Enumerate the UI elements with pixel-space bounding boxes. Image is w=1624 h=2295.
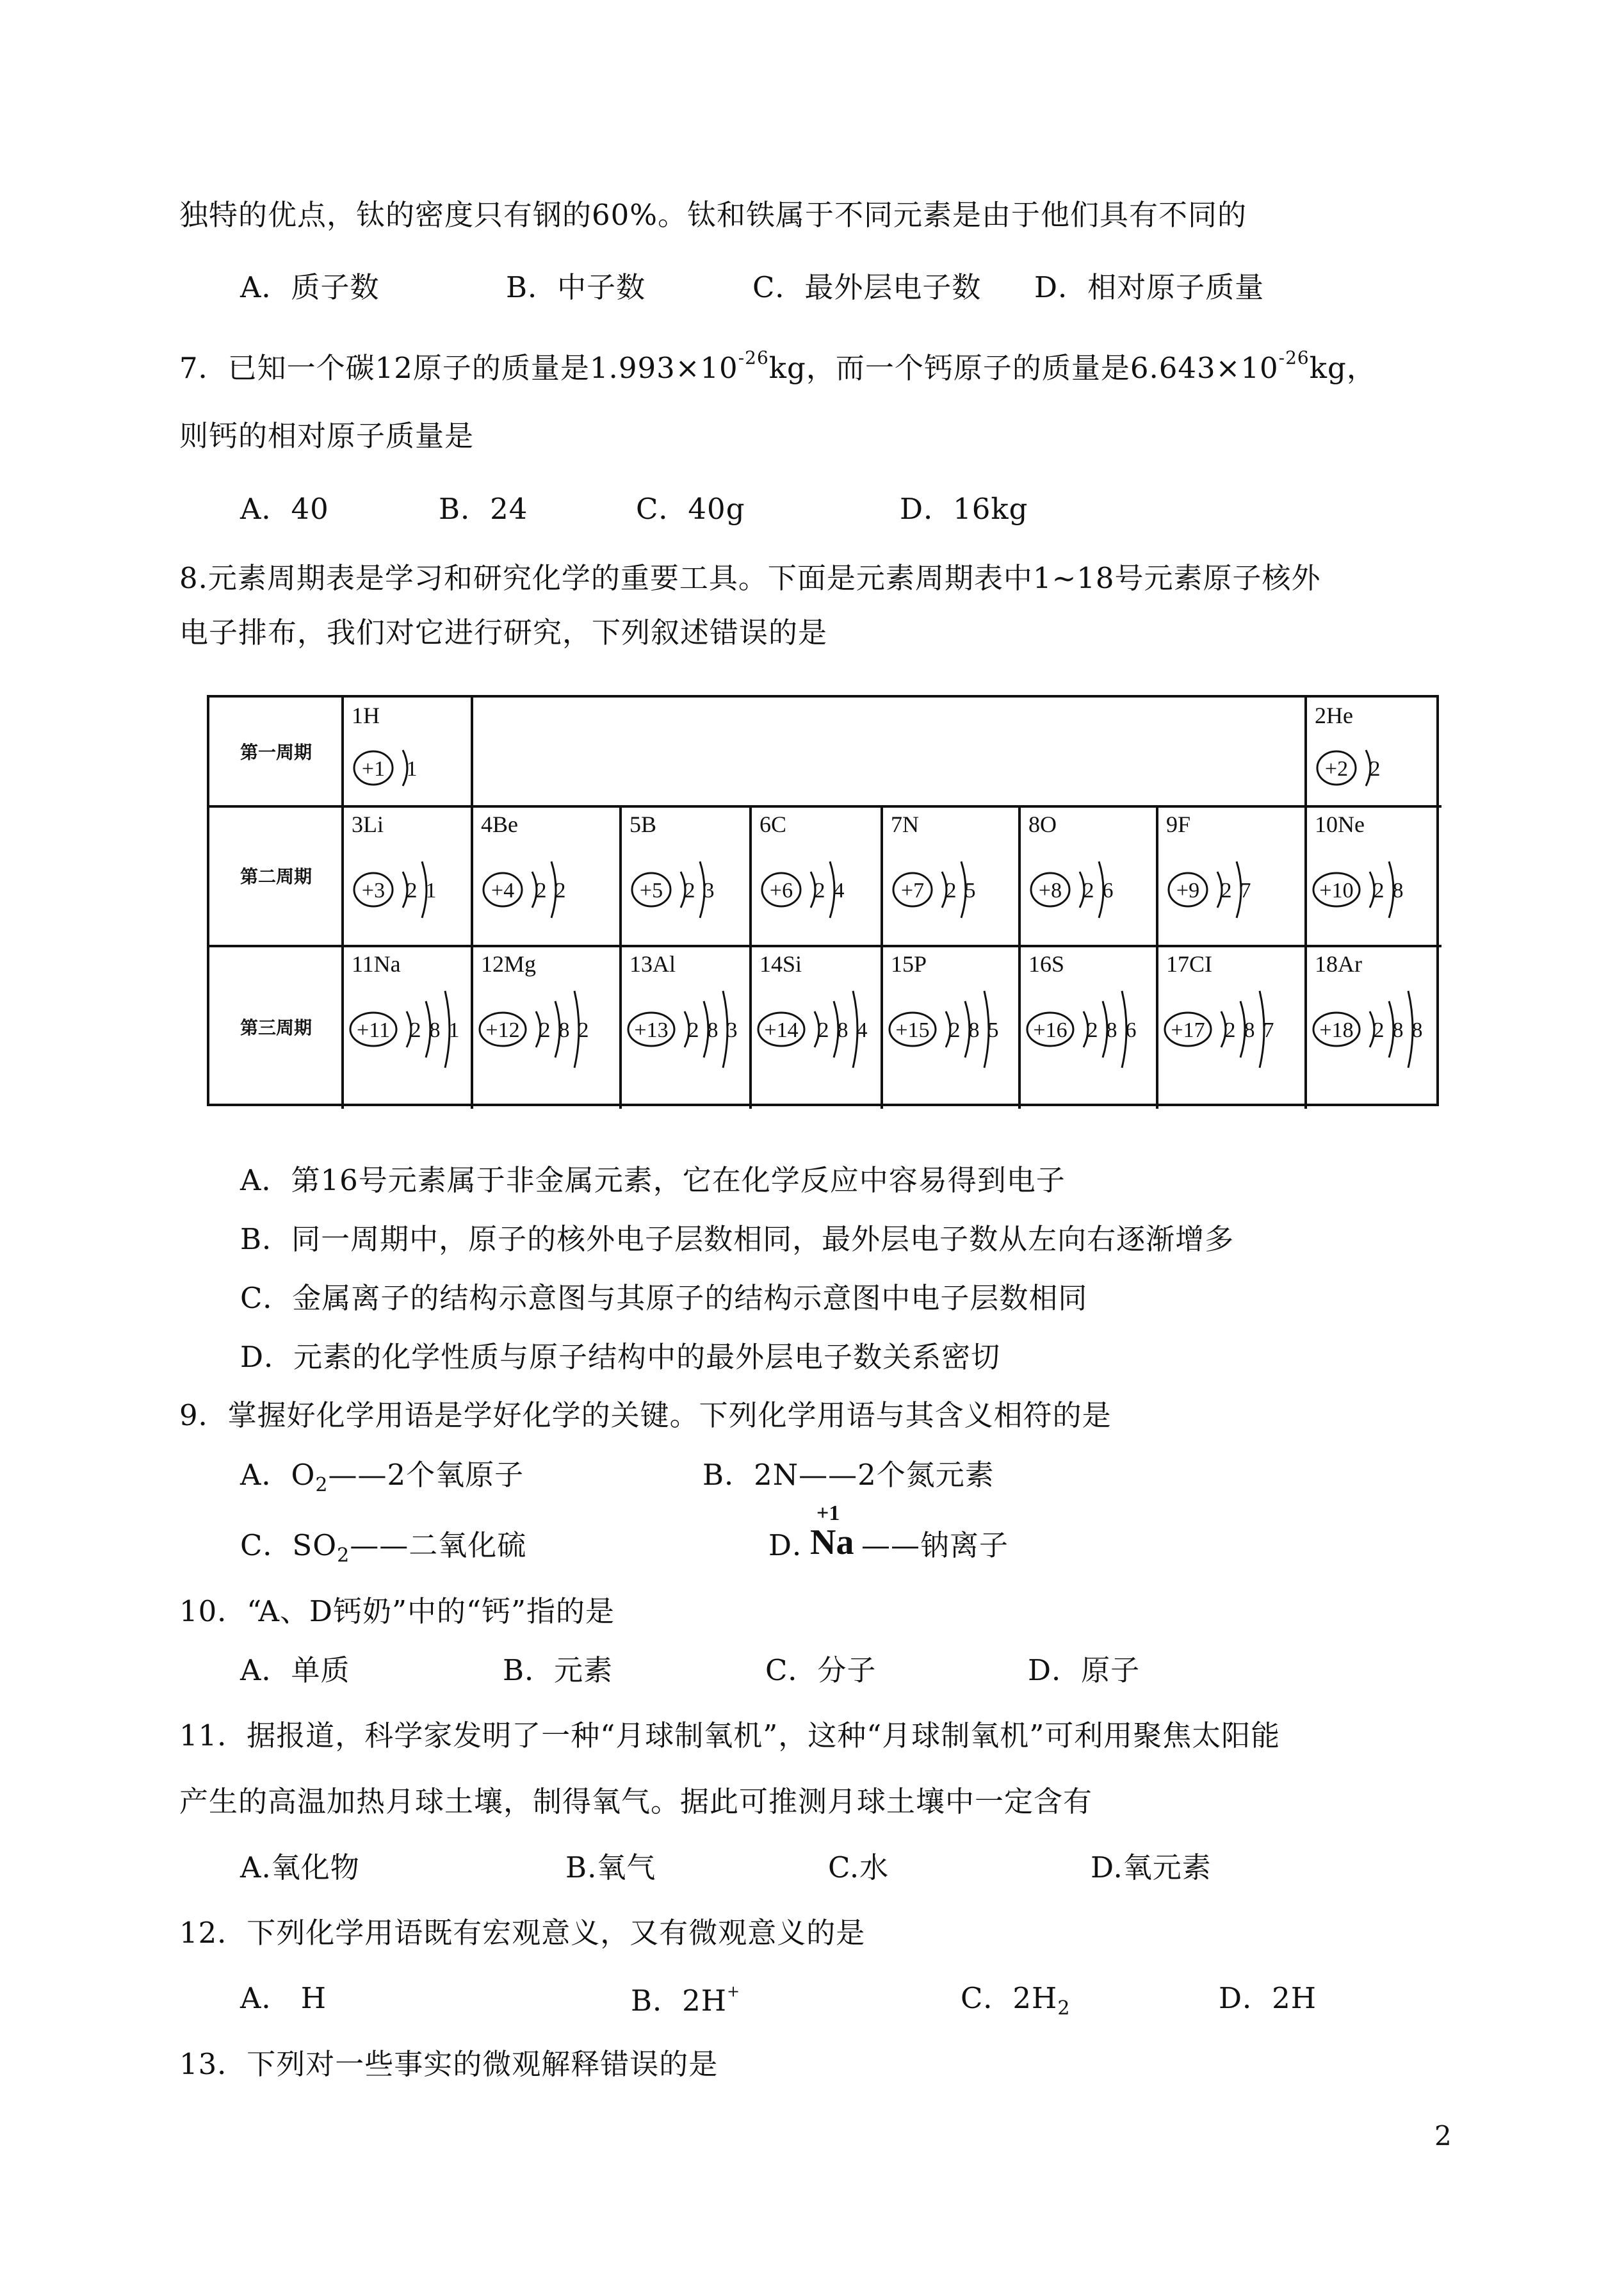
q9-option-a bbox=[240, 1460, 524, 1495]
nucleus-charge: +16 bbox=[1033, 1018, 1068, 1042]
q12-option-b-pre: B．2H bbox=[631, 1984, 727, 2018]
q11-stem-2: 产生的高温加热月球土壤，制得氧气。据此可推测月球土壤中一定含有 bbox=[179, 1785, 1093, 1818]
q9-option-a-pre: A．O bbox=[240, 1458, 316, 1492]
table-blank-area bbox=[473, 698, 1304, 805]
q7-option-a: A．40 bbox=[240, 492, 329, 526]
q10-option-d: D．原子 bbox=[1028, 1653, 1141, 1687]
element-label: 8O bbox=[1028, 812, 1057, 837]
shell-electron-count: 8 bbox=[1244, 1018, 1255, 1042]
shell-electron-count: 2 bbox=[1087, 1018, 1098, 1042]
period-label: 第三周期 bbox=[240, 1017, 313, 1038]
element-label: 2He bbox=[1315, 703, 1353, 728]
q11-option-b: B.氧气 bbox=[565, 1850, 656, 1884]
nucleus-charge: +18 bbox=[1319, 1018, 1354, 1042]
shell-electron-count: 8 bbox=[707, 1018, 719, 1042]
q6-option-b: B．中子数 bbox=[506, 270, 646, 304]
nucleus-charge: +10 bbox=[1319, 879, 1354, 902]
q12-option-c-pre: C．2H bbox=[961, 1981, 1058, 2015]
shell-electron-count: 2 bbox=[1373, 879, 1384, 902]
q8-option-c: C．金属离子的结构示意图与其原子的结构示意图中电子层数相同 bbox=[240, 1281, 1088, 1315]
element-label: 12Mg bbox=[481, 951, 537, 977]
q10-option-a: A．单质 bbox=[240, 1653, 350, 1687]
shell-electron-count: 4 bbox=[856, 1018, 868, 1042]
element-label: 5B bbox=[629, 812, 657, 837]
q6-option-a: A．质子数 bbox=[240, 270, 380, 304]
shell-electron-count: 2 bbox=[578, 1018, 589, 1042]
nucleus-charge: +2 bbox=[1324, 757, 1349, 781]
shell-electron-count: 8 bbox=[1392, 1018, 1404, 1042]
shell-electron-count: 2 bbox=[1224, 1018, 1236, 1042]
q9-option-c-post: ——二氧化硫 bbox=[350, 1528, 527, 1562]
q11-option-d: D.氧元素 bbox=[1091, 1850, 1212, 1884]
shell-electron-count: 8 bbox=[1392, 879, 1404, 902]
q10-option-b: B．元素 bbox=[503, 1653, 613, 1687]
q7-stem-c: kg， bbox=[1309, 351, 1376, 385]
q8-stem-1: 8.元素周期表是学习和研究化学的重要工具。下面是元素周期表中1~18号元素原子核外 bbox=[179, 561, 1321, 595]
element-label: 9F bbox=[1166, 812, 1191, 837]
q12-options bbox=[0, 1981, 1624, 2020]
q7-stem bbox=[179, 347, 1376, 385]
q7-option-c: C．40g bbox=[636, 492, 745, 526]
q10-options bbox=[0, 1653, 1624, 1688]
shell-electron-count: 1 bbox=[406, 757, 418, 781]
nucleus-charge: +6 bbox=[769, 879, 793, 902]
shell-electron-count: 3 bbox=[726, 1018, 738, 1042]
element-label: 7N bbox=[891, 812, 919, 837]
element-label: 10Ne bbox=[1315, 812, 1365, 837]
nucleus-charge: +12 bbox=[485, 1018, 520, 1042]
periodic-table bbox=[207, 695, 1439, 1106]
shell-electron-count: 7 bbox=[1240, 879, 1251, 902]
q9-stem: 9．掌握好化学用语是学好化学的关键。下列化学用语与其含义相符的是 bbox=[179, 1398, 1112, 1432]
q7-stem-a: 7．已知一个碳12原子的质量是1.993×10 bbox=[179, 351, 738, 385]
shell-electron-count: 2 bbox=[1083, 879, 1094, 902]
shell-electron-count: 8 bbox=[558, 1018, 570, 1042]
element-label: 16S bbox=[1028, 951, 1065, 977]
shell-electron-count: 2 bbox=[684, 879, 695, 902]
shell-electron-count: 8 bbox=[1411, 1018, 1423, 1042]
q7-option-d: D．16kg bbox=[900, 492, 1028, 526]
q11-option-a: A.氧化物 bbox=[240, 1850, 360, 1884]
q7-option-b: B．24 bbox=[439, 492, 528, 526]
nucleus-charge: +7 bbox=[900, 879, 925, 902]
q11-stem-1: 11．据报道，科学家发明了一种“月球制氧机”，这种“月球制氧机”可利用聚焦太阳能 bbox=[179, 1719, 1281, 1752]
element-label: 1H bbox=[352, 703, 380, 728]
q13-stem: 13．下列对一些事实的微观解释错误的是 bbox=[179, 2047, 719, 2081]
nucleus-charge: +3 bbox=[361, 879, 386, 902]
period-label: 第二周期 bbox=[240, 866, 313, 887]
nucleus-charge: +4 bbox=[491, 879, 515, 902]
q9-option-c-pre: C．SO bbox=[240, 1528, 337, 1562]
q8-option-b: B．同一周期中，原子的核外电子层数相同，最外层电子数从左向右逐渐增多 bbox=[240, 1222, 1235, 1256]
shell-electron-count: 2 bbox=[688, 1018, 699, 1042]
shell-electron-count: 2 bbox=[814, 879, 825, 902]
nucleus-charge: +17 bbox=[1171, 1018, 1205, 1042]
shell-electron-count: 8 bbox=[1106, 1018, 1117, 1042]
page-number: 2 bbox=[1434, 2120, 1452, 2152]
shell-electron-count: 2 bbox=[539, 1018, 551, 1042]
element-label: 13Al bbox=[629, 951, 676, 977]
shell-electron-count: 5 bbox=[987, 1018, 999, 1042]
q12-option-c bbox=[961, 1981, 1071, 2020]
element-label: 11Na bbox=[352, 951, 401, 977]
q8-option-d: D．元素的化学性质与原子结构中的最外层电子数关系密切 bbox=[240, 1340, 1001, 1374]
shell-electron-count: 2 bbox=[1373, 1018, 1384, 1042]
q10-option-c: C．分子 bbox=[765, 1653, 877, 1687]
shell-electron-count: 2 bbox=[410, 1018, 421, 1042]
nucleus-charge: +14 bbox=[764, 1018, 799, 1042]
q9-options-row-1 bbox=[0, 1460, 1624, 1496]
shell-electron-count: 3 bbox=[703, 879, 715, 902]
q12-option-b bbox=[631, 1982, 741, 2018]
element-label: 18Ar bbox=[1315, 951, 1362, 977]
shell-electron-count: 2 bbox=[945, 879, 957, 902]
q12-option-b-sup: + bbox=[726, 1982, 741, 2000]
shell-electron-count: 6 bbox=[1125, 1018, 1137, 1042]
q10-stem: 10．“A、D钙奶”中的“钙”指的是 bbox=[179, 1594, 615, 1628]
q9-option-a-post: ——2个氧原子 bbox=[328, 1458, 524, 1492]
nucleus-charge: +9 bbox=[1176, 879, 1200, 902]
element-label: 15P bbox=[891, 951, 927, 977]
q8-option-a: A．第16号元素属于非金属元素，它在化学反应中容易得到电子 bbox=[240, 1163, 1066, 1197]
shell-electron-count: 6 bbox=[1102, 879, 1114, 902]
shell-electron-count: 2 bbox=[555, 879, 566, 902]
q11-options bbox=[0, 1850, 1624, 1885]
q9-option-c bbox=[240, 1528, 527, 1567]
shell-electron-count: 8 bbox=[837, 1018, 849, 1042]
q8-stem-2: 电子排布，我们对它进行研究，下列叙述错误的是 bbox=[179, 616, 828, 649]
nucleus-charge: +8 bbox=[1038, 879, 1062, 902]
na-charge-label: +1 bbox=[816, 1501, 840, 1525]
q9-option-d-meaning: ——钠离子 bbox=[861, 1528, 1009, 1562]
shell-electron-count: 1 bbox=[448, 1018, 460, 1042]
shell-electron-count: 8 bbox=[429, 1018, 441, 1042]
nucleus-charge: +15 bbox=[895, 1018, 930, 1042]
nucleus-charge: +11 bbox=[357, 1018, 390, 1042]
q9-option-b: B．2N——2个氮元素 bbox=[702, 1458, 995, 1492]
element-label: 6C bbox=[759, 812, 787, 837]
shell-electron-count: 1 bbox=[425, 879, 437, 902]
nucleus-charge: +1 bbox=[361, 757, 386, 781]
shell-electron-count: 5 bbox=[964, 879, 976, 902]
q12-option-d: D．2H bbox=[1219, 1981, 1317, 2015]
shell-electron-count: 2 bbox=[949, 1018, 961, 1042]
q9-option-c-sub: 2 bbox=[337, 1544, 350, 1567]
shell-electron-count: 8 bbox=[968, 1018, 980, 1042]
q7-exponent-1: -26 bbox=[738, 347, 769, 368]
period-label: 第一周期 bbox=[240, 742, 313, 763]
shell-electron-count: 2 bbox=[406, 879, 418, 902]
q7-stem-b: kg，而一个钙原子的质量是6.643×10 bbox=[768, 351, 1279, 385]
q11-option-c: C.水 bbox=[828, 1850, 889, 1884]
shell-electron-count: 7 bbox=[1263, 1018, 1274, 1042]
shell-electron-count: 2 bbox=[1221, 879, 1232, 902]
shell-electron-count: 2 bbox=[818, 1018, 829, 1042]
shell-electron-count: 2 bbox=[535, 879, 547, 902]
element-label: 17CI bbox=[1166, 951, 1212, 977]
q6-option-d: D．相对原子质量 bbox=[1034, 270, 1265, 304]
q6-options bbox=[0, 270, 1624, 305]
q9-option-a-sub: 2 bbox=[315, 1474, 329, 1496]
nucleus-charge: +5 bbox=[639, 879, 663, 902]
periodic-table-drawing bbox=[209, 698, 1441, 1109]
q12-stem: 12．下列化学用语既有宏观意义，又有微观意义的是 bbox=[179, 1916, 866, 1950]
q7-options bbox=[0, 494, 1624, 527]
q12-option-c-sub: 2 bbox=[1057, 1997, 1071, 2020]
element-label: 3Li bbox=[352, 812, 384, 837]
element-label: 4Be bbox=[481, 812, 518, 837]
q12-option-a: A． H bbox=[240, 1981, 327, 2015]
nucleus-charge: +13 bbox=[634, 1018, 669, 1042]
q7-exponent-2: -26 bbox=[1278, 347, 1310, 368]
shell-electron-count: 2 bbox=[1369, 757, 1381, 781]
shell-electron-count: 4 bbox=[833, 879, 845, 902]
element-label: 14Si bbox=[759, 951, 802, 977]
q9-option-d-pre: D． bbox=[768, 1528, 822, 1562]
q6-option-c: C．最外层电子数 bbox=[752, 270, 982, 304]
na-symbol: Na bbox=[810, 1523, 854, 1562]
q6-stem: 独特的优点，钛的密度只有钢的60%。钛和铁属于不同元素是由于他们具有不同的 bbox=[179, 198, 1247, 232]
q7-stem-2: 则钙的相对原子质量是 bbox=[179, 419, 475, 453]
